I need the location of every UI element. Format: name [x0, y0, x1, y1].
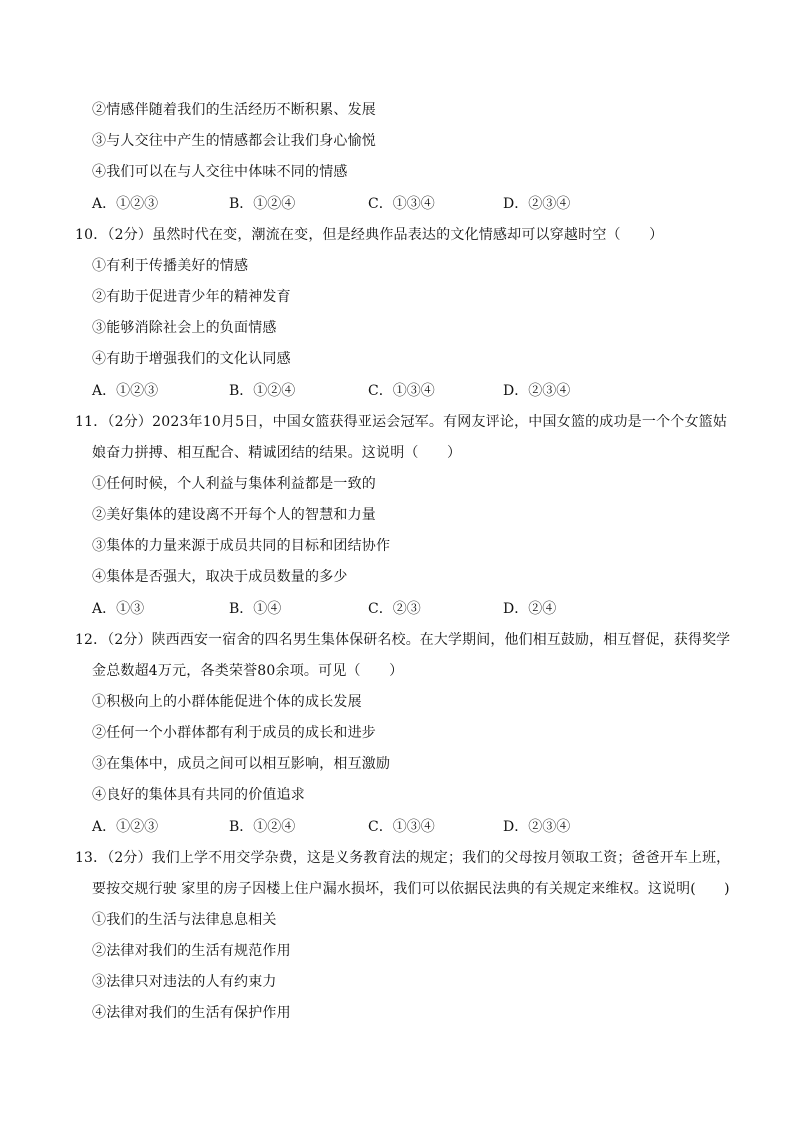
q12-item-1: ①积极向上的小群体能促进个体的成长发展: [92, 694, 362, 710]
q9-option-a: A．①②③: [92, 196, 159, 212]
q12-stem-line-1: 12．（2分）陕西西安一宿舍的四名男生集体保研名校。在大学期间，他们相互鼓励，相互督促，获得奖学: [75, 632, 731, 648]
q9-item-3: ③与人交往中产生的情感都会让我们身心愉悦: [92, 133, 376, 149]
q9-option-c: C．①③④: [368, 196, 435, 212]
q10-option-c: C．①③④: [368, 383, 435, 399]
q12-option-b: B．①②④: [229, 819, 296, 835]
q9-option-d: D．②③④: [503, 196, 571, 212]
q10-option-a: A．①②③: [92, 383, 159, 399]
q10-stem: 10．（2分）虽然时代在变，潮流在变，但是经典作品表达的文化情感却可以穿越时空（ ）: [75, 227, 664, 243]
q13-stem-line-1: 13．（2分）我们上学不用交学杂费，这是义务教育法的规定；我们的父母按月领取工资；爸爸开车上班，: [75, 850, 731, 866]
q13-item-2: ②法律对我们的生活有规范作用: [92, 943, 291, 959]
q11-item-1: ①任何时候，个人利益与集体利益都是一致的: [92, 476, 376, 492]
q10-option-d: D．②③④: [503, 383, 571, 399]
q11-option-d: D．②④: [503, 601, 557, 617]
q12-option-d: D．②③④: [503, 819, 571, 835]
q9-item-2: ②情感伴随着我们的生活经历不断积累、发展: [92, 102, 376, 118]
q12-option-a: A．①②③: [92, 819, 159, 835]
q11-stem-line-2: 娘奋力拼搏、相互配合、精诚团结的结果。这说明（ ）: [92, 445, 462, 461]
q10-item-1: ①有利于传播美好的情感: [92, 258, 249, 274]
q10-item-3: ③能够消除社会上的负面情感: [92, 320, 277, 336]
q11-option-b: B．①④: [229, 601, 282, 617]
q11-item-4: ④集体是否强大，取决于成员数量的多少: [92, 569, 348, 585]
q12-item-4: ④良好的集体具有共同的价值追求: [92, 787, 305, 803]
q11-option-a: A．①③: [92, 601, 145, 617]
q13-item-1: ①我们的生活与法律息息相关: [92, 912, 277, 928]
q13-item-3: ③法律只对违法的人有约束力: [92, 974, 277, 990]
q13-stem-line-2: 要按交规行驶 家里的房子因楼上住户漏水损坏，我们可以依据民法典的有关规定来维权。这说明( ): [92, 881, 730, 897]
q11-stem-line-1: 11．（2分）2023年10月5日，中国女篮获得亚运会冠军。有网友评论，中国女篮的成功是一个个女篮姑: [75, 414, 728, 430]
q11-option-c: C．②③: [368, 601, 421, 617]
q9-item-4: ④我们可以在与人交往中体味不同的情感: [92, 164, 348, 180]
q13-item-4: ④法律对我们的生活有保护作用: [92, 1005, 291, 1021]
q10-item-4: ④有助于增强我们的文化认同感: [92, 351, 291, 367]
q12-item-3: ③在集体中，成员之间可以相互影响，相互激励: [92, 756, 391, 772]
q10-item-2: ②有助于促进青少年的精神发育: [92, 289, 291, 305]
q12-item-2: ②任何一个小群体都有利于成员的成长和进步: [92, 725, 376, 741]
q9-option-b: B．①②④: [229, 196, 296, 212]
q11-item-3: ③集体的力量来源于成员共同的目标和团结协作: [92, 538, 391, 554]
q11-item-2: ②美好集体的建设离不开每个人的智慧和力量: [92, 507, 376, 523]
q12-option-c: C．①③④: [368, 819, 435, 835]
q12-stem-line-2: 金总数超4万元，各类荣誉80余项。可见（ ）: [92, 663, 404, 679]
q10-option-b: B．①②④: [229, 383, 296, 399]
